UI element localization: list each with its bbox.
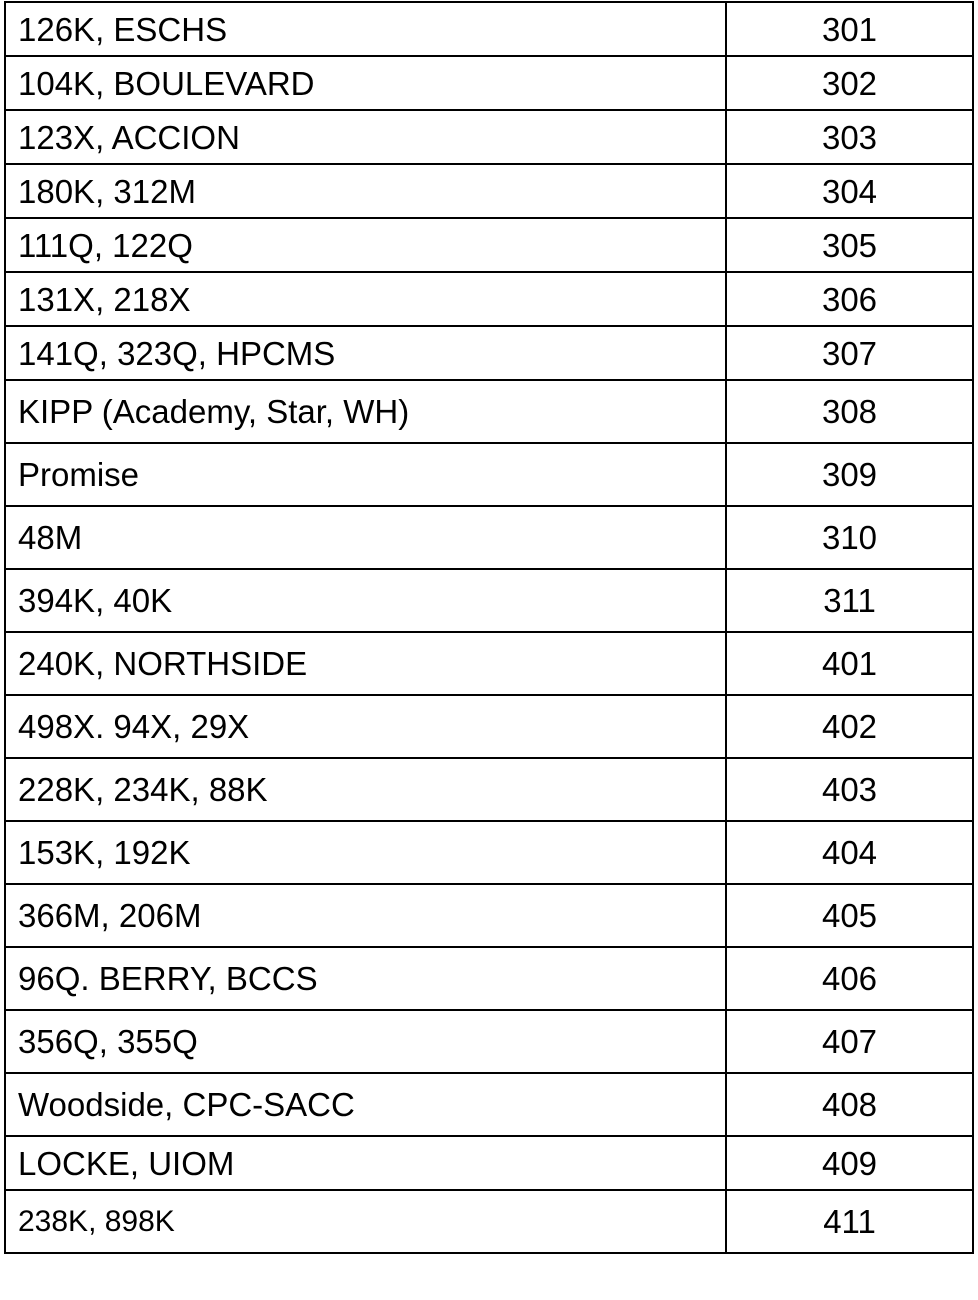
table-row	[5, 443, 973, 506]
school-name-cell: 123X, ACCION	[5, 110, 726, 164]
code-cell: 406	[726, 947, 973, 1010]
code-cell: 307	[726, 326, 973, 380]
code-cell: 403	[726, 758, 973, 821]
code-cell: 407	[726, 1010, 973, 1073]
school-name-cell: 153K, 192K	[5, 821, 726, 884]
code-cell: 311	[726, 569, 973, 632]
code-cell: 401	[726, 632, 973, 695]
school-code-table	[4, 1, 974, 1254]
table-row	[5, 380, 973, 443]
school-name-cell: 111Q, 122Q	[5, 218, 726, 272]
code-cell: 309	[726, 443, 973, 506]
table-row	[5, 947, 973, 1010]
school-name-cell: 356Q, 355Q	[5, 1010, 726, 1073]
school-name-cell: 126K, ESCHS	[5, 2, 726, 56]
table-row	[5, 56, 973, 110]
table-row	[5, 1010, 973, 1073]
school-name-cell: 366M, 206M	[5, 884, 726, 947]
table-row	[5, 758, 973, 821]
table-row	[5, 821, 973, 884]
code-cell: 310	[726, 506, 973, 569]
school-name-cell: 240K, NORTHSIDE	[5, 632, 726, 695]
table-row	[5, 569, 973, 632]
code-cell: 402	[726, 695, 973, 758]
school-name-cell: 141Q, 323Q, HPCMS	[5, 326, 726, 380]
table-row	[5, 632, 973, 695]
school-name-cell: KIPP (Academy, Star, WH)	[5, 380, 726, 443]
school-name-cell: 131X, 218X	[5, 272, 726, 326]
code-cell: 411	[726, 1190, 973, 1253]
code-cell: 303	[726, 110, 973, 164]
school-name-cell: 96Q. BERRY, BCCS	[5, 947, 726, 1010]
table-row	[5, 2, 973, 56]
table-row	[5, 506, 973, 569]
school-name-cell: LOCKE, UIOM	[5, 1136, 726, 1190]
school-name-cell: 180K, 312M	[5, 164, 726, 218]
table-row	[5, 884, 973, 947]
table-row	[5, 1136, 973, 1190]
table-body	[5, 2, 973, 1253]
school-name-cell: Promise	[5, 443, 726, 506]
code-cell: 301	[726, 2, 973, 56]
school-name-cell: 104K, BOULEVARD	[5, 56, 726, 110]
table-row	[5, 272, 973, 326]
table-row	[5, 695, 973, 758]
school-name-cell: 228K, 234K, 88K	[5, 758, 726, 821]
table-row	[5, 164, 973, 218]
code-cell: 304	[726, 164, 973, 218]
school-name-cell: 394K, 40K	[5, 569, 726, 632]
table-row	[5, 110, 973, 164]
code-cell: 408	[726, 1073, 973, 1136]
code-cell: 404	[726, 821, 973, 884]
code-cell: 306	[726, 272, 973, 326]
table-row	[5, 1073, 973, 1136]
table-row	[5, 218, 973, 272]
school-name-cell: 48M	[5, 506, 726, 569]
table-row	[5, 1190, 973, 1253]
code-cell: 405	[726, 884, 973, 947]
school-name-cell: Woodside, CPC-SACC	[5, 1073, 726, 1136]
code-cell: 409	[726, 1136, 973, 1190]
code-cell: 308	[726, 380, 973, 443]
school-name-cell: 238K, 898K	[5, 1190, 726, 1253]
school-name-cell: 498X. 94X, 29X	[5, 695, 726, 758]
code-cell: 305	[726, 218, 973, 272]
code-cell: 302	[726, 56, 973, 110]
table-row	[5, 326, 973, 380]
